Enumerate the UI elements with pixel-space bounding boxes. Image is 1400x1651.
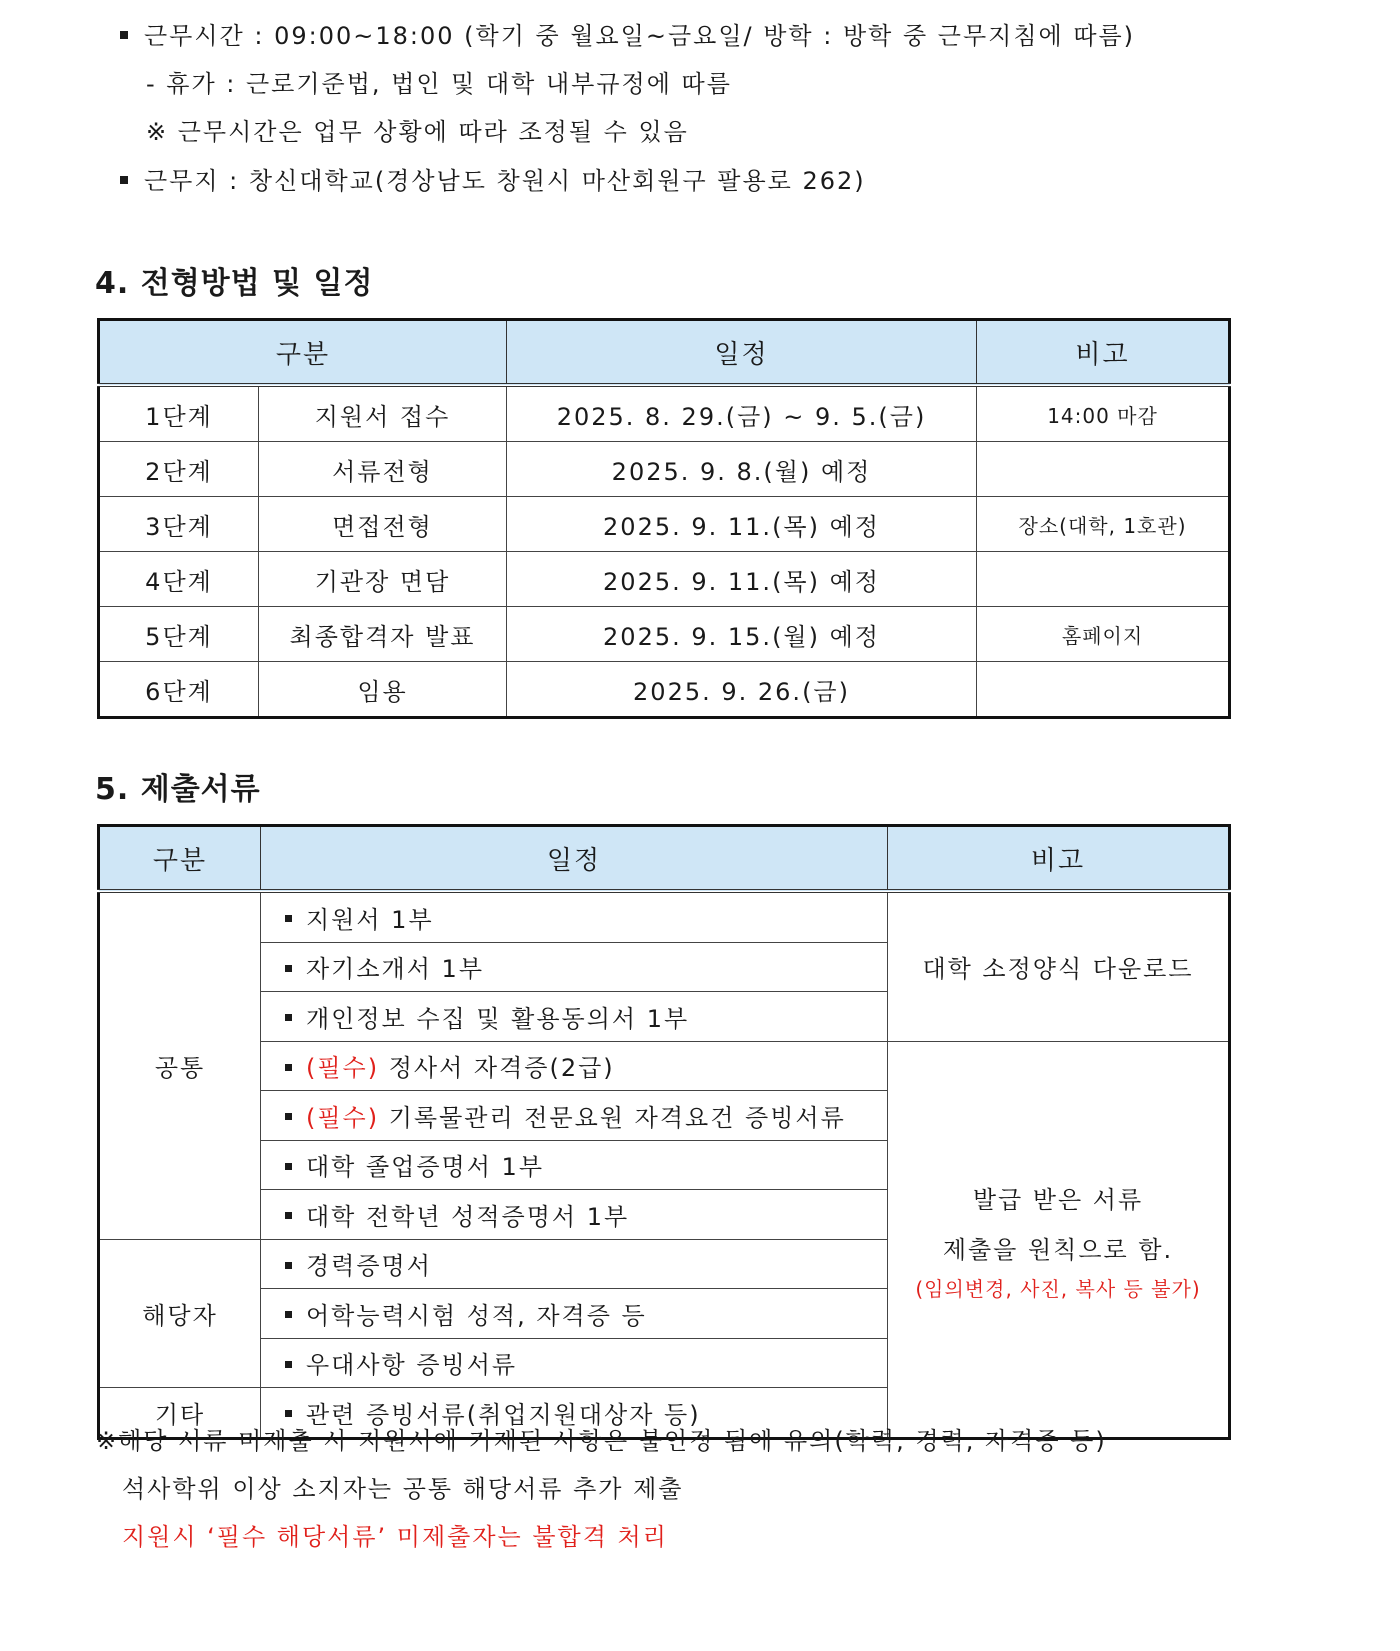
- list-item: 대학 전학년 성적증명서 1부: [261, 1190, 888, 1240]
- list-item: 자기소개서 1부: [261, 942, 888, 992]
- list-item: 지원서 1부: [261, 891, 888, 942]
- section5-title: 5. 제출서류: [95, 772, 261, 807]
- header-remark: 비고: [977, 320, 1230, 386]
- workplace-line: 근무지 : 창신대학교(경상남도 창원시 마산회원구 팔용로 262): [120, 166, 866, 196]
- bullet-icon: [285, 1311, 292, 1318]
- list-item: 대학 졸업증명서 1부: [261, 1140, 888, 1190]
- group-common: 공통: [99, 891, 261, 1239]
- header-remark: 비고: [888, 826, 1230, 892]
- header-schedule: 일정: [261, 826, 888, 892]
- bullet-icon: [285, 1361, 292, 1368]
- bullet-icon: [285, 1212, 292, 1219]
- remark-form-download: 대학 소정양식 다운로드: [888, 891, 1230, 1041]
- list-item: 관련 증빙서류(취업지원대상자 등): [261, 1388, 888, 1439]
- header-schedule: 일정: [507, 320, 977, 386]
- list-item: (필수) 기록물관리 전문요원 자격요건 증빙서류: [261, 1091, 888, 1141]
- bullet-icon: [285, 1064, 292, 1071]
- table-row: 4단계 기관장 면담 2025. 9. 11.(목) 예정: [99, 552, 1230, 607]
- footer-note-1: ※해당 서류 미제출 시 지원서에 기재된 사항은 불인정 됨에 유의(학력, 경력, 자격증 등): [96, 1427, 1107, 1455]
- header-category: 구분: [99, 826, 261, 892]
- remark-issued: 발급 받은 서류 제출을 원칙으로 함. (임의변경, 사진, 복사 등 불가): [888, 1041, 1230, 1438]
- table-row: 5단계 최종합격자 발표 2025. 9. 15.(월) 예정 홈페이지: [99, 607, 1230, 662]
- work-hours-line: 근무시간 : 09:00~18:00 (학기 중 월요일~금요일/ 방학 : 방학 중 근무지침에 따름): [120, 21, 1135, 51]
- table-row: 1단계 지원서 접수 2025. 8. 29.(금) ~ 9. 5.(금) 14:00 마감: [99, 385, 1230, 442]
- list-item: 우대사항 증빙서류: [261, 1338, 888, 1388]
- bullet-icon: [285, 965, 292, 972]
- footer-note-2: 석사학위 이상 소지자는 공통 해당서류 추가 제출: [122, 1475, 684, 1503]
- table-row: 6단계 임용 2025. 9. 26.(금): [99, 662, 1230, 718]
- table-row: 2단계 서류전형 2025. 9. 8.(월) 예정: [99, 442, 1230, 497]
- list-item: 개인정보 수집 및 활용동의서 1부: [261, 992, 888, 1042]
- bullet-icon: [120, 176, 128, 184]
- vacation-line: - 휴가 : 근로기준법, 법인 및 대학 내부규정에 따름: [146, 70, 732, 98]
- bullet-icon: [285, 1113, 292, 1120]
- schedule-table: [97, 318, 1231, 719]
- bullet-icon: [285, 1014, 292, 1021]
- list-item: 경력증명서: [261, 1239, 888, 1289]
- work-hours-note: ※ 근무시간은 업무 상황에 따라 조정될 수 있음: [146, 118, 689, 146]
- bullet-icon: [285, 1410, 292, 1417]
- required-tag: (필수): [306, 1054, 380, 1083]
- section4-title: 4. 전형방법 및 일정: [95, 266, 374, 301]
- table-row: [99, 1041, 1230, 1091]
- table-row: [99, 891, 1230, 942]
- bullet-icon: [120, 31, 128, 39]
- table-row: 3단계 면접전형 2025. 9. 11.(목) 예정 장소(대학, 1호관): [99, 497, 1230, 552]
- bullet-icon: [285, 1262, 292, 1269]
- bullet-icon: [285, 915, 292, 922]
- header-category: 구분: [99, 320, 507, 386]
- required-tag: (필수): [306, 1103, 380, 1132]
- documents-table: [97, 824, 1231, 1440]
- list-item: (필수) 정사서 자격증(2급): [261, 1041, 888, 1091]
- footer-note-3: 지원시 ‘필수 해당서류’ 미제출자는 불합격 처리: [122, 1523, 668, 1551]
- group-other: 기타: [99, 1388, 261, 1439]
- group-applicable: 해당자: [99, 1239, 261, 1388]
- list-item: 어학능력시험 성적, 자격증 등: [261, 1289, 888, 1339]
- bullet-icon: [285, 1163, 292, 1170]
